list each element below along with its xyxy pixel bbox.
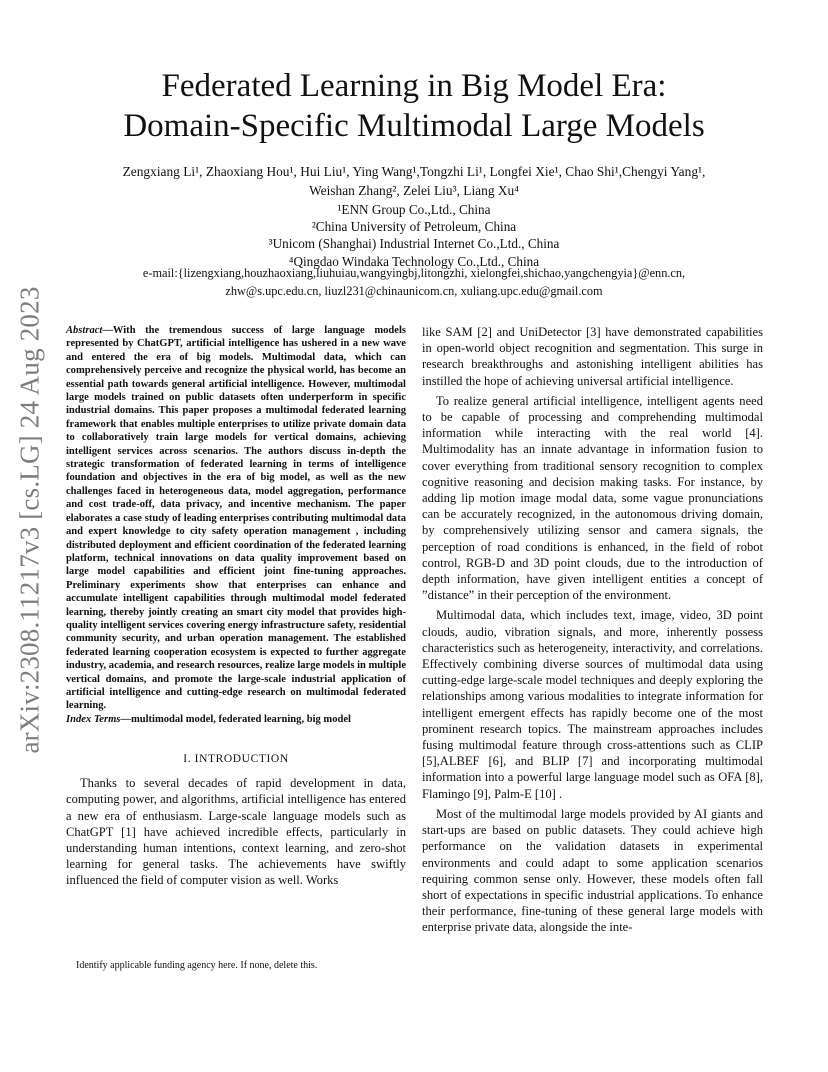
index-terms-lead: Index Terms: [66, 713, 121, 725]
arxiv-identifier: [10, 285, 50, 755]
paper-title: [60, 66, 768, 146]
affiliation-3: ³Unicom (Shanghai) Industrial Internet Co.,Ltd., China: [268, 236, 560, 252]
section-heading-introduction: I. INTRODUCTION: [183, 753, 289, 766]
email-line-2: zhw@s.upc.edu.cn, liuzl231@chinaunicom.cn, xuliang.upc.edu@gmail.com: [225, 283, 603, 298]
right-column: [422, 324, 763, 936]
authors-line-2: Weishan Zhang², Zelei Liu³, Liang Xu⁴: [309, 183, 519, 198]
affiliation-4: ⁴Qingdao Windaka Technology Co.,Ltd., China: [288, 253, 540, 269]
index-terms: [66, 713, 406, 726]
authors-line-1: Zengxiang Li¹, Zhaoxiang Hou¹, Hui Liu¹, Ying Wang¹,Tongzhi Li¹, Longfei Xie¹, Chao Shi¹,Chengyi Yang¹,: [122, 164, 706, 179]
right-paragraph-4: Most of the multimodal large models provided by AI giants and start-ups are based on public datasets. They could achieve high performance on the validation datasets in experimental environments and could adapt to some application scenarios requiring common sense only. However, these models often fall short of expectations in specific industrial applications. To enhance their performance, fine-tuning of these general large models with enterprise private data, alongside the inte-: [422, 806, 763, 935]
email-block: [60, 265, 768, 300]
funding-footnote: Identify applicable funding agency here. If none, delete this.: [76, 960, 318, 971]
right-paragraph-1: like SAM [2] and UniDetector [3] have demonstrated capabilities in open-world object recognition and segmentation. This surge in research breakthroughs and astonishing intelligent abilities has instilled the hope of achieving universal artificial intelligence.: [422, 325, 763, 388]
abstract-lead: Abstract: [66, 325, 103, 336]
arxiv-id-text: arXiv:2308.11217v3 [cs.LG] 24 Aug 2023: [14, 286, 45, 754]
author-list: [60, 162, 768, 200]
affiliation-2: ²China University of Petroleum, China: [311, 219, 517, 235]
title-line-2: Domain-Specific Multimodal Large Models: [123, 108, 705, 144]
left-column: [66, 324, 406, 889]
abstract-body: —With the tremendous success of large language models represented by ChatGPT, artificial intelligence has ushered in a new wave and entered the era of big models. Multimodal data, which can comprehensively perceive and recognize the physical world, has become an essential path towards general artificial intelligence. However, multimodal large models trained on public datasets often underperform in specific industrial domains. This paper proposes a multimodal federated learning framework that enables multiple enterprises to utilize private domain data to collaboratively train large models for vertical domains, achieving intelligent services across scenarios. The authors discuss in-depth the strategic transformation of federated learning in terms of intelligence foundation and objectives in the era of big model, as well as the new challenges faced in heterogeneous data, model aggregation, performance and cost trade-off, data privacy, and incentive mechanism. The paper elaborates a case study of leading enterprises contributing multimodal data and expert knowledge to city safety operation management , including distributed deployment and efficient coordination of the federated learning platform, technical innovations on data quality improvement based on large model capabilities and efficient joint fine-tuning approaches. Preliminary experiments show that enterprises can enhance and accumulate intelligent capabilities through multimodal model federated learning, thereby jointly creating an smart city model that provides high-quality intelligent services covering energy infrastructure safety, residential community security, and urban operation management. The established federated learning cooperation ecosystem is expected to further aggregate industry, academia, and research resources, realize large models in multiple vertical domains, and promote the large-scale industrial application of artificial intelligence and cutting-edge research on multimodal federated learning.: [66, 325, 407, 712]
email-line-1: e-mail:{lizengxiang,houzhaoxiang,liuhuiau,wangyingbj,litongzhi, xielongfei,shichao,yangchengyia}@enn.cn,: [142, 266, 686, 280]
intro-paragraph-1: Thanks to several decades of rapid development in data, computing power, and algorithms, artificial intelligence has entered a new era of enthusiasm. Large-scale language models such as ChatGPT [1] have achieved incredible effects, particularly in understanding human intentions, context learning, and zero-shot learning for general tasks. The achievements have swiftly influenced the field of computer vision as well. Works: [66, 776, 406, 888]
abstract: [66, 324, 406, 713]
affiliation-1: ¹ENN Group Co.,Ltd., China: [337, 202, 491, 217]
title-line-1: Federated Learning in Big Model Era:: [161, 68, 667, 104]
index-terms-body: —multimodal model, federated learning, big model: [120, 713, 351, 725]
affiliations: [60, 201, 768, 270]
right-paragraph-2: To realize general artificial intelligence, intelligent agents need to be capable of processing and comprehending multimodal information while interacting with the real world [4]. Multimodality has an innate advantage in information fusion to cover everything from traditional sensory recognition to complex cognitive reasoning and decision making tasks. For instance, by adding lip motion image modal data, some vague pronunciations can be accurately recognized, in the autonomous driving domain, by comprehensively utilizing sensor and camera signals, the perception of road conditions is enhanced, in the field of robot control, RGB-D and 3D point clouds, due to the introduction of depth information, have given intelligent entities a concept of ”distance” in their perception of the environment.: [422, 393, 763, 603]
right-paragraph-3: Multimodal data, which includes text, image, video, 3D point clouds, audio, vibration signals, and more, inherently possess characteristics such as heterogeneity, interactivity, and correlations. Effectively combining diverse sources of multimodal data using cutting-edge large-scale model techniques and deeply exploring the relationships among various modalities to integrate information for intelligent emergent effects has rapidly become one of the most prominent research topics. The mainstream approaches includes fusing multimodal feature through cross-attentions such as CLIP [5],ALBEF [6], and BLIP [7] and incorporating multimodal information into a powerful large language model such as OFA [8], Flamingo [9], Palm-E [10] .: [422, 608, 763, 801]
